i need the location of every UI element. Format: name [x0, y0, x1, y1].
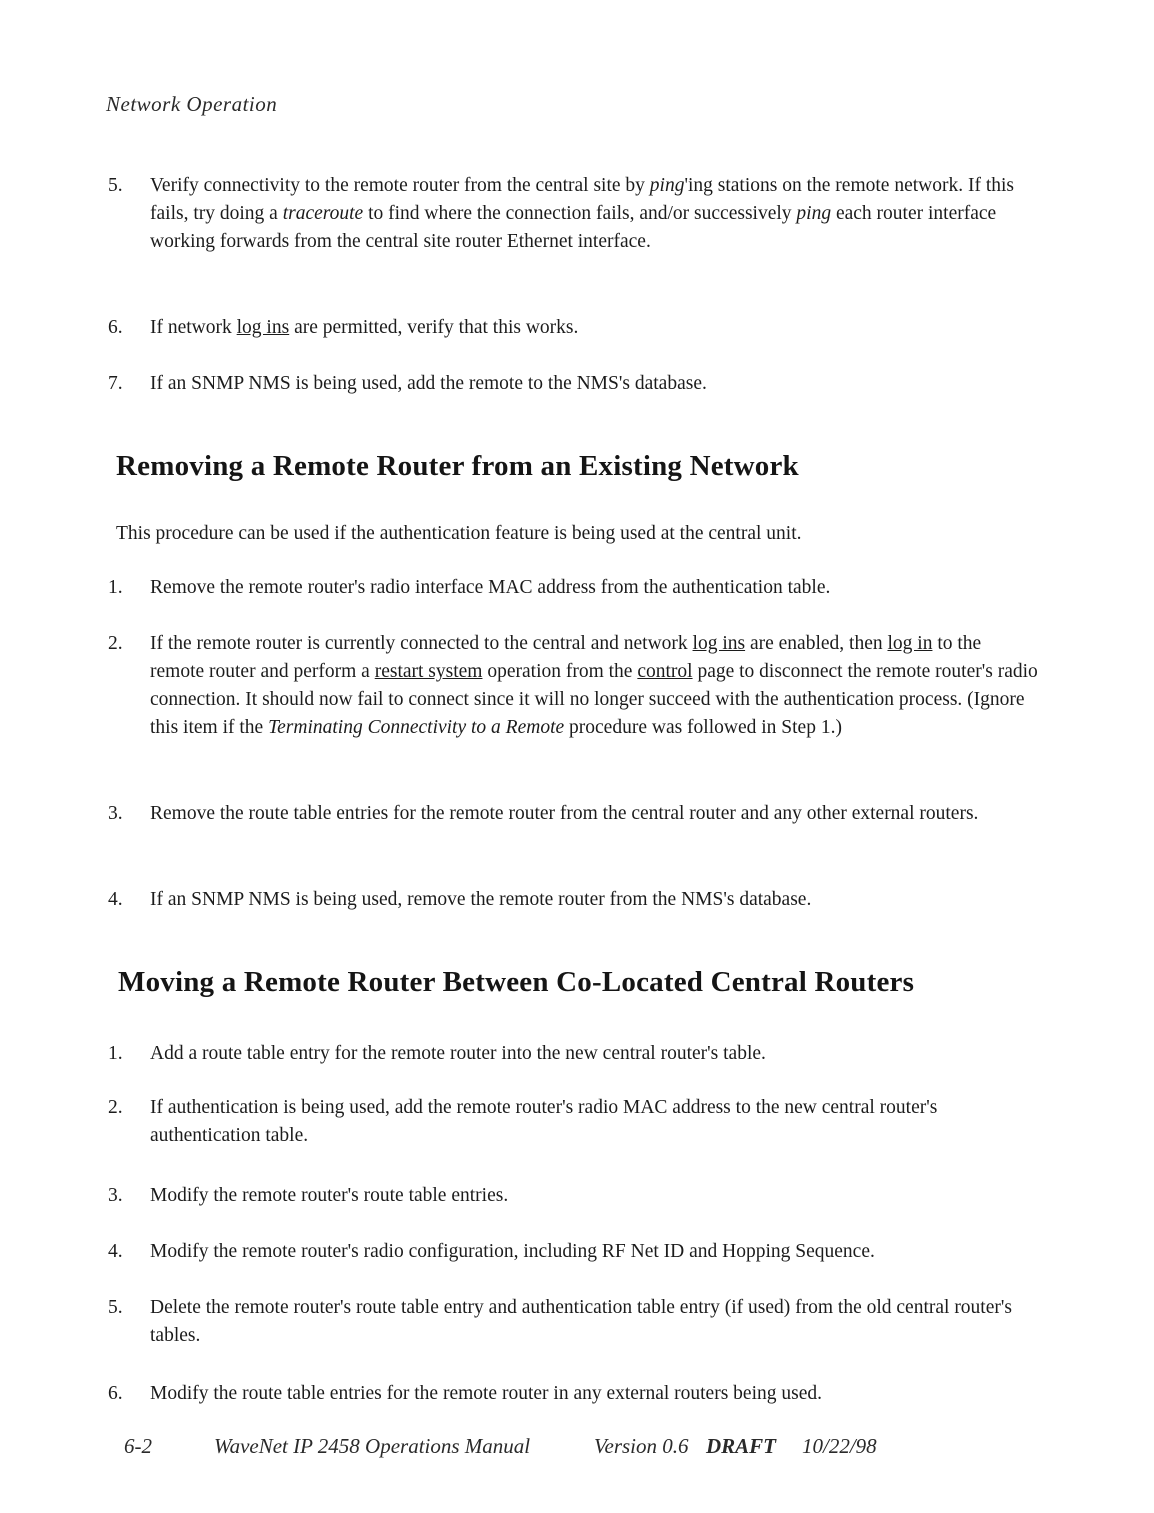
list-item — [108, 1294, 1038, 1350]
list-item — [108, 1380, 1038, 1408]
step-text: Verify connectivity to the remote router from the central site by ping'ing stations on the remote network. If this fails, try doing a traceroute to find where the connection fails, and/or successively ping each router interface working forwards from the central site router Ethernet interface. — [150, 175, 1015, 252]
list-item — [108, 630, 1038, 742]
section-heading-moving: Moving a Remote Router Between Co-Located Central Routers — [118, 966, 915, 998]
step-number: 4. — [108, 1241, 123, 1262]
running-head: Network Operation — [106, 92, 278, 116]
restart-system-link: restart system — [374, 661, 483, 682]
list-item — [108, 172, 1038, 256]
step-number: 5. — [108, 1297, 123, 1318]
list-item — [108, 1238, 1038, 1266]
list-item — [108, 574, 1038, 602]
step-text: Modify the route table entries for the remote router in any external routers being used. — [150, 1383, 822, 1404]
step-number: 5. — [108, 175, 123, 196]
step-text: If authentication is being used, add the remote router's radio MAC address to the new central router's authentication table. — [150, 1097, 938, 1146]
step-number: 3. — [108, 803, 123, 824]
log-ins-link: log ins — [236, 317, 290, 338]
step-text: Delete the remote router's route table entry and authentication table entry (if used) from the old central router's tables. — [150, 1297, 1012, 1346]
step-number: 6. — [108, 317, 123, 338]
step-text: Remove the route table entries for the remote router from the central router and any other external routers. — [150, 803, 979, 824]
step-text: If the remote router is currently connected to the central and network log ins are enabled, then log in to the remote router and perform a restart system operation from the control page to disconnect the remote router's radio connection. It should now fail to connect since it will no longer succeed with the authentication process. (Ignore this item if the Terminating Connectivity to a Remote procedure was followed in Step 1.) — [150, 633, 1038, 738]
step-number: 6. — [108, 1383, 123, 1404]
procedure-reference: Terminating Connectivity to a Remote — [268, 717, 565, 738]
step-text: If an SNMP NMS is being used, remove the remote router from the NMS's database. — [150, 889, 812, 910]
ping-term: ping — [649, 175, 685, 196]
ping-term: ping — [796, 203, 832, 224]
draft-label: DRAFT — [706, 1434, 777, 1458]
step-text: Modify the remote router's radio configuration, including RF Net ID and Hopping Sequence. — [150, 1241, 875, 1262]
version-label: Version 0.6 — [594, 1434, 689, 1458]
log-ins-link: log ins — [692, 633, 746, 654]
step-number: 1. — [108, 1043, 123, 1064]
step-number: 3. — [108, 1185, 123, 1206]
footer-date: 10/22/98 — [802, 1434, 877, 1458]
list-item — [108, 1094, 1038, 1150]
log-in-link: log in — [887, 633, 933, 654]
list-item — [108, 1040, 1038, 1068]
list-item — [108, 1182, 1038, 1210]
list-item — [108, 314, 1038, 342]
section-heading-removing: Removing a Remote Router from an Existing Network — [116, 450, 799, 482]
list-item — [108, 886, 1038, 914]
traceroute-term: traceroute — [282, 203, 364, 224]
page-number: 6-2 — [124, 1434, 152, 1458]
step-text: Modify the remote router's route table entries. — [150, 1185, 509, 1206]
control-link: control — [637, 661, 693, 682]
step-text: Remove the remote router's radio interface MAC address from the authentication table. — [150, 577, 831, 598]
section-intro: This procedure can be used if the authentication feature is being used at the central unit. — [116, 523, 802, 544]
step-text: Add a route table entry for the remote router into the new central router's table. — [150, 1043, 766, 1064]
step-number: 2. — [108, 633, 123, 654]
step-number: 7. — [108, 373, 123, 394]
step-number: 2. — [108, 1097, 123, 1118]
step-number: 1. — [108, 577, 123, 598]
list-item — [108, 800, 1038, 828]
step-number: 4. — [108, 889, 123, 910]
step-text: If network log ins are permitted, verify that this works. — [150, 317, 579, 338]
manual-title: WaveNet IP 2458 Operations Manual — [214, 1434, 531, 1458]
step-text: If an SNMP NMS is being used, add the remote to the NMS's database. — [150, 373, 707, 394]
list-item — [108, 370, 1038, 398]
